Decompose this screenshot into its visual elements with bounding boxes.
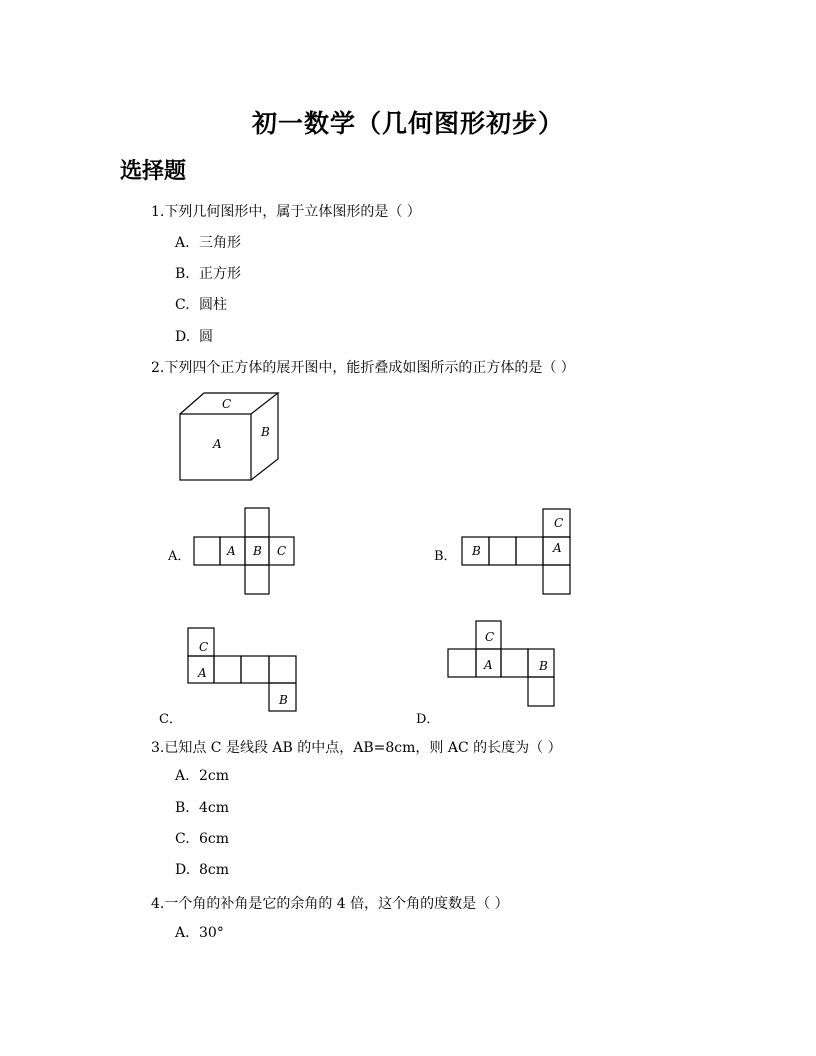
q2-option-b-label[interactable]: B． [434, 549, 457, 564]
section-heading: 选择题 [120, 159, 187, 184]
q2-option-a-label[interactable]: A． [168, 549, 191, 564]
page-title: 初一数学（几何图形初步） [251, 109, 564, 138]
option-text: 4cm [199, 800, 230, 816]
q3-option-a[interactable] [175, 768, 229, 784]
net-c-face: B [279, 693, 288, 707]
net-c-face: C [199, 640, 209, 654]
net-b-face: A [553, 541, 562, 555]
option-letter: D. [175, 329, 191, 345]
question-1-text: 1.下列几何图形中，属于立体图形的是（ ） [151, 204, 421, 220]
net-d-face: A [484, 658, 493, 672]
q4-option-a[interactable] [175, 925, 224, 941]
option-letter: C. [175, 831, 190, 847]
option-text: 圆柱 [199, 297, 227, 313]
option-text: 三角形 [199, 235, 241, 251]
q3-option-d[interactable] [175, 862, 229, 878]
option-text: 正方形 [199, 266, 241, 282]
q3-option-b[interactable] [175, 800, 229, 816]
q2-option-c-label[interactable]: C． [159, 712, 182, 727]
q2-option-d-label[interactable]: D． [416, 712, 440, 727]
net-d-face: C [485, 630, 495, 644]
net-d-face: B [539, 659, 548, 673]
cube-face-front: A [213, 437, 222, 451]
net-b-face: B [472, 544, 481, 558]
option-letter: A. [175, 925, 190, 941]
option-letter: A. [175, 768, 190, 784]
option-letter: C. [175, 297, 190, 313]
question-4-text: 4.一个角的补角是它的余角的 4 倍，这个角的度数是（ ） [151, 896, 509, 912]
question-3-text: 3.已知点 C 是线段 AB 的中点，AB=8cm，则 AC 的长度为（ ） [151, 740, 562, 756]
option-text: 2cm [199, 768, 230, 784]
net-a-face: A [227, 544, 236, 558]
net-a-face: B [253, 544, 262, 558]
option-text: 8cm [199, 862, 230, 878]
q3-option-c[interactable] [175, 831, 229, 847]
cube-face-right: B [261, 425, 270, 439]
question-2-text: 2.下列四个正方体的展开图中，能折叠成如图所示的正方体的是（ ） [151, 360, 575, 376]
option-text: 30° [199, 925, 224, 941]
option-letter: A. [175, 235, 190, 251]
option-letter: B. [175, 800, 190, 816]
net-a-face: C [277, 544, 287, 558]
option-text: 6cm [199, 831, 230, 847]
option-letter: D. [175, 862, 191, 878]
net-b-face: C [554, 516, 564, 530]
option-text: 圆 [199, 329, 213, 345]
net-c-face: A [198, 666, 207, 680]
option-letter: B. [175, 266, 190, 282]
cube-face-top: C [222, 397, 232, 411]
